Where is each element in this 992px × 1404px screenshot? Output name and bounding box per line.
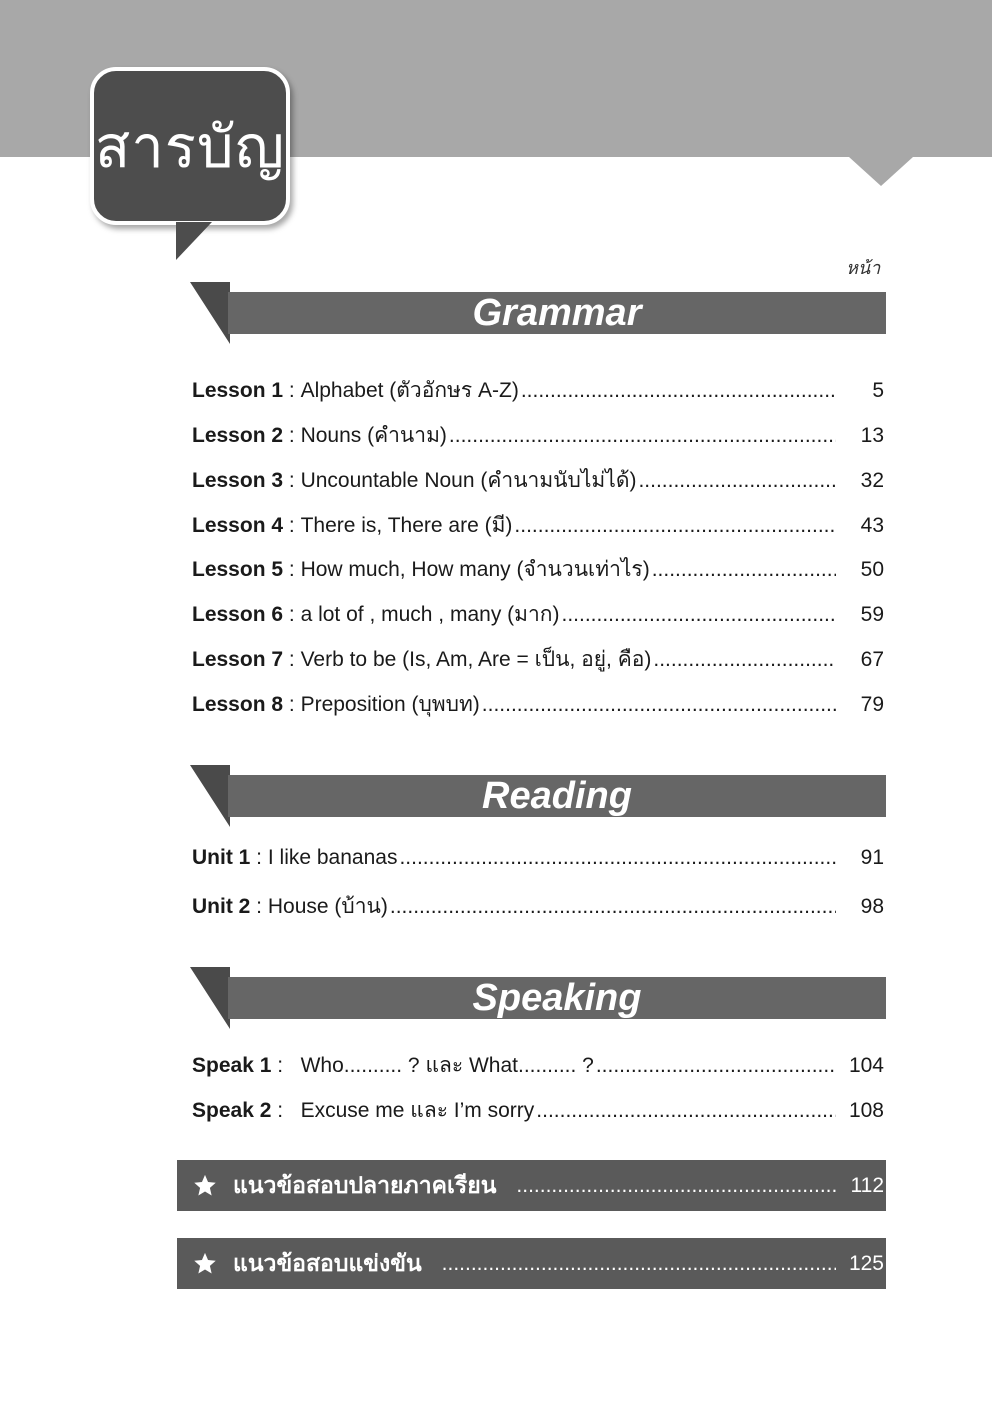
toc-item-label: Lesson 1: [192, 379, 284, 402]
exam-page: 125: [848, 1251, 884, 1275]
star-icon: [191, 1250, 219, 1278]
toc-item[interactable]: [192, 464, 884, 494]
title-bubble: [90, 67, 290, 225]
leader-dots: [653, 648, 836, 672]
toc-item-sep: :: [283, 469, 301, 492]
toc-item-page: 5: [872, 379, 884, 402]
toc-item-label: Lesson 4: [192, 514, 284, 537]
toc-item-sep: :: [283, 379, 301, 402]
toc-item-page: 104: [848, 1054, 884, 1077]
toc-item[interactable]: [192, 419, 884, 449]
toc-item-sep: :: [283, 693, 301, 716]
section-header-grammar: [190, 282, 886, 334]
toc-item-page: 13: [860, 424, 884, 447]
section-title: Speaking: [472, 976, 642, 1019]
exam-page: 112: [850, 1173, 884, 1197]
toc-item-page: 43: [860, 514, 884, 537]
exam-title: แนวข้อสอบปลายภาคเรียน: [233, 1172, 497, 1199]
toc-item-sep: :: [271, 1099, 301, 1122]
bubble-tail: [176, 222, 212, 260]
header-wedge: [190, 282, 230, 344]
toc-item-text: Preposition (บุพบท): [300, 693, 480, 716]
toc-item-text: Who.......... ? และ What.......... ?: [300, 1054, 594, 1077]
toc-item-sep: :: [283, 424, 301, 447]
toc-item-page: 67: [860, 648, 884, 671]
toc-item-sep: :: [271, 1054, 301, 1077]
leader-dots: [482, 693, 836, 717]
toc-item-text: Uncountable Noun (คำนามนับไม่ได้): [300, 469, 637, 492]
toc-item-text: House (บ้าน): [267, 895, 388, 918]
toc-item[interactable]: [192, 374, 884, 404]
toc-item-page: 59: [860, 603, 884, 626]
leader-dots: [596, 1054, 836, 1078]
toc-item-sep: :: [250, 895, 268, 918]
page-column-label: หน้า: [846, 258, 881, 279]
toc-item[interactable]: [192, 688, 884, 718]
toc-item[interactable]: [192, 1094, 884, 1124]
star-icon: [191, 1172, 219, 1200]
header-wedge: [190, 967, 230, 1029]
leader-dots: [536, 1099, 836, 1123]
section-header-reading: [190, 765, 886, 817]
toc-item-sep: :: [283, 603, 301, 626]
toc-item-text: Nouns (คำนาม): [300, 424, 447, 447]
toc-item-text: There is, There are (มี): [300, 514, 513, 537]
toc-item-text: Verb to be (Is, Am, Are = เป็น, อยู่, คือ): [300, 648, 652, 671]
leader-dots: [514, 514, 836, 538]
toc-item-sep: :: [250, 846, 268, 869]
exam-entry-final[interactable]: [177, 1160, 886, 1211]
toc-item-label: Lesson 5: [192, 558, 284, 581]
toc-item-page: 98: [860, 895, 884, 918]
toc-item-text: I like bananas: [267, 846, 398, 869]
exam-entry-competition[interactable]: [177, 1238, 886, 1289]
leader-dots: [652, 558, 836, 582]
toc-item-label: Lesson 8: [192, 693, 284, 716]
toc-item-text: a lot of , much , many (มาก): [300, 603, 560, 626]
toc-item-page: 79: [860, 693, 884, 716]
leader-dots: [442, 1252, 836, 1276]
leader-dots: [516, 1174, 836, 1198]
leader-dots: [399, 846, 836, 870]
toc-item[interactable]: [192, 553, 884, 583]
banner-notch: [849, 157, 913, 186]
toc-item-page: 91: [860, 846, 884, 869]
toc-item-label: Unit 2: [192, 895, 251, 918]
toc-item-page: 108: [848, 1099, 884, 1122]
toc-item[interactable]: [192, 643, 884, 673]
toc-item-text: How much, How many (จำนวนเท่าไร): [300, 558, 650, 581]
toc-item[interactable]: [192, 1049, 884, 1079]
toc-item-label: Lesson 2: [192, 424, 284, 447]
toc-item-text: Alphabet (ตัวอักษร A-Z): [300, 379, 519, 402]
section-title: Reading: [482, 774, 632, 817]
header-wedge: [190, 765, 230, 827]
toc-item-sep: :: [283, 514, 301, 537]
toc-item-sep: :: [283, 558, 301, 581]
toc-item-label: Lesson 6: [192, 603, 284, 626]
toc-item-page: 32: [860, 469, 884, 492]
section-header-speaking: [190, 967, 886, 1019]
toc-item[interactable]: [192, 890, 884, 920]
toc-item[interactable]: [192, 598, 884, 628]
toc-item[interactable]: [192, 509, 884, 539]
toc-item-label: Speak 1: [192, 1054, 272, 1077]
leader-dots: [449, 424, 836, 448]
toc-item-text: Excuse me และ I’m sorry: [300, 1099, 535, 1122]
exam-title: แนวข้อสอบแข่งขัน: [233, 1250, 422, 1277]
toc-item-label: Unit 1: [192, 846, 251, 869]
leader-dots: [390, 895, 836, 919]
leader-dots: [638, 469, 836, 493]
toc-item[interactable]: [192, 846, 884, 876]
toc-item-label: Speak 2: [192, 1099, 272, 1122]
toc-item-label: Lesson 7: [192, 648, 284, 671]
toc-item-sep: :: [283, 648, 301, 671]
toc-item-label: Lesson 3: [192, 469, 284, 492]
leader-dots: [561, 603, 836, 627]
toc-item-page: 50: [860, 558, 884, 581]
section-title: Grammar: [472, 291, 642, 334]
leader-dots: [521, 379, 836, 403]
page-title: สารบัญ: [94, 112, 286, 181]
